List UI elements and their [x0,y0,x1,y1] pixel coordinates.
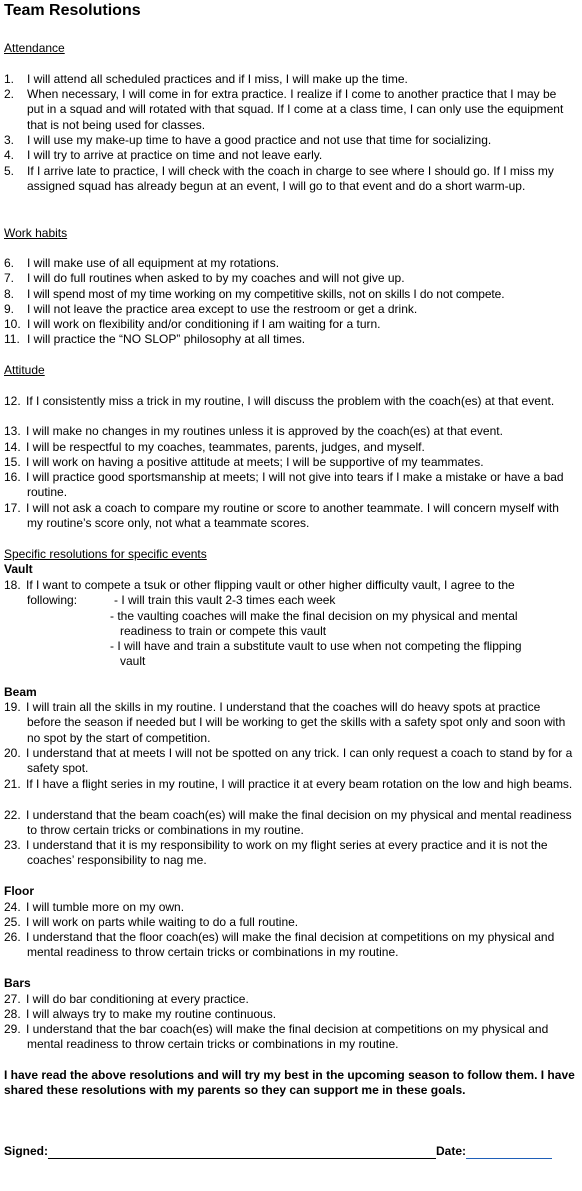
item-number: 18. [4,578,21,592]
item-number: 5. [4,164,15,178]
item-text: If I want to compete a tsuk or other flipping vault or other higher difficulty vault, I agree to the [26,578,515,592]
item-number: 26. [4,930,21,944]
list-item [4,302,576,317]
document-title: Team Resolutions [4,2,141,19]
list-item [4,930,576,961]
item-text: I understand that at meets I will not be spotted on any trick. I can only request a coach to stand by for a safety spot. [26,746,573,776]
item-text: If I consistently miss a trick in my routine, I will discuss the problem with the coach(es) at that event. [26,394,555,408]
subheading-floor: Floor [4,884,34,898]
item-text: I will work on parts while waiting to do a full routine. [26,915,299,929]
subheading-beam: Beam [4,685,37,699]
vault-bullet: readiness to train or compete this vault [120,624,327,638]
signature-line[interactable] [48,1144,436,1159]
list-item [4,900,576,915]
vault-following-label: following: [27,593,78,607]
list-item [4,470,576,501]
list-item [4,287,576,302]
vault-bullet: - the vaulting coaches will make the final decision on my physical and mental [110,609,518,623]
list-item [4,777,576,792]
list-item [4,317,576,332]
list-item [4,1022,576,1053]
subheading-vault: Vault [4,562,33,576]
section-heading-work-habits: Work habits [4,226,68,240]
vault-bullet: - I will train this vault 2-3 times each week [114,593,336,607]
item-number: 15. [4,455,21,469]
item-number: 6. [4,256,15,270]
list-item [4,394,576,409]
item-number: 2. [4,87,15,101]
item-number: 23. [4,838,21,852]
item-number: 27. [4,992,21,1006]
item-text: I will not leave the practice area except to use the restroom or get a drink. [27,302,418,316]
section-heading-attitude: Attitude [4,363,45,377]
item-text: I will practice the “NO SLOP” philosophy at all times. [27,332,306,346]
section-heading-attendance: Attendance [4,41,65,55]
item-text: I will do bar conditioning at every practice. [26,992,249,1006]
item-text: I will do full routines when asked to by my coaches and will not give up. [27,271,405,285]
item-number: 16. [4,470,21,484]
list-item [4,164,576,195]
item-number: 28. [4,1007,21,1021]
list-item [4,838,576,869]
item-number: 11. [4,332,20,346]
date-label: Date: [436,1144,467,1158]
list-item [4,72,576,87]
date-line[interactable] [466,1144,552,1159]
item-number: 21. [4,777,21,791]
item-text: When necessary, I will come in for extra practice. I realize if I come to another practice that I may be put in a squad and will rotated with that squad. If I come at a class time, I can only use the equipment that is not being used for classes. [27,87,564,132]
list-item [4,440,576,455]
item-number: 22. [4,808,21,822]
list-item [4,992,576,1007]
list-item [4,455,576,470]
item-text: I understand that it is my responsibility to work on my flight series at every practice and it is not the coaches’ responsibility to nag me. [26,838,548,868]
list-item [4,1007,576,1022]
item-text: I will spend most of my time working on my competitive skills, not on skills I do not compete. [27,287,505,301]
list-item [4,501,576,532]
item-text: I will try to arrive at practice on time and not leave early. [27,148,323,162]
item-text: I will practice good sportsmanship at meets; I will not give into tears if I make a mistake or have a bad routine. [26,470,564,500]
list-item [4,746,576,777]
item-number: 1. [4,72,15,86]
item-number: 7. [4,271,15,285]
item-text: I will be respectful to my coaches, teammates, parents, judges, and myself. [26,440,425,454]
item-number: 10. [4,317,21,331]
list-item [4,332,576,347]
list-item [4,700,576,746]
item-number: 4. [4,148,15,162]
list-item [4,424,576,439]
item-text: I will work on having a positive attitude at meets; I will be supportive of my teammates. [26,455,484,469]
item-text: I will not ask a coach to compare my routine or score to another teammate. I will concern myself with my routine’s score only, not what a teammate scores. [26,501,559,531]
list-item [4,148,576,163]
list-item [4,808,576,839]
item-text: If I have a flight series in my routine, I will practice it at every beam rotation on the low and high beams. [26,777,573,791]
subheading-bars: Bars [4,976,31,990]
item-number: 13. [4,424,21,438]
signature-row [4,1144,552,1159]
list-item [4,256,576,271]
signed-label: Signed: [4,1144,48,1158]
item-number: 8. [4,287,15,301]
list-item [4,87,576,133]
item-number: 29. [4,1022,21,1036]
item-text: I understand that the beam coach(es) will make the final decision on my physical and mental readiness to throw certain tricks or combinations in my routine. [26,808,572,838]
vault-bullet: - I will have and train a substitute vault to use when not competing the flipping [110,639,522,653]
item-text: I will make use of all equipment at my rotations. [27,256,280,270]
list-item [4,271,576,286]
item-text: I will attend all scheduled practices and if I miss, I will make up the time. [27,72,408,86]
list-item [4,133,576,148]
item-number: 14. [4,440,21,454]
item-number: 17. [4,501,21,515]
item-number: 3. [4,133,15,147]
item-number: 25. [4,915,21,929]
section-heading-specific: Specific resolutions for specific events [4,547,207,561]
item-text: I will use my make-up time to have a good practice and not use that time for socializing. [27,133,492,147]
item-number: 24. [4,900,21,914]
item-text: I will train all the skills in my routine. I understand that the coaches will do heavy spots at practice before the season if needed but I will be working to get the skills with a safety spot only and soon with no spot by the start of competition. [26,700,566,745]
item-number: 20. [4,746,21,760]
item-text: I will always try to make my routine continuous. [26,1007,277,1021]
vault-bullet: vault [120,654,146,668]
item-text: If I arrive late to practice, I will check with the coach in charge to see where I should go. If I miss my assigned squad has already begun at an event, I will go to that event and do a short warm-up. [27,164,554,194]
item-text: I will work on flexibility and/or conditioning if I am waiting for a turn. [27,317,381,331]
item-text: I will make no changes in my routines unless it is approved by the coach(es) at that event. [26,424,503,438]
item-text: I understand that the floor coach(es) will make the final decision at competitions on my physical and mental readiness to throw certain tricks or combinations in my routine. [26,930,555,960]
item-number: 19. [4,700,21,714]
list-item [4,578,576,593]
item-number: 12. [4,394,21,408]
closing-statement: I have read the above resolutions and will try my best in the upcoming season to follow them. I have shared these resolutions with my parents so they can support me in these goals. [4,1068,575,1098]
list-item [4,915,576,930]
item-text: I will tumble more on my own. [26,900,185,914]
item-text: I understand that the bar coach(es) will make the final decision at competitions on my physical and mental readiness to throw certain tricks or combinations in my routine. [26,1022,549,1052]
item-number: 9. [4,302,15,316]
